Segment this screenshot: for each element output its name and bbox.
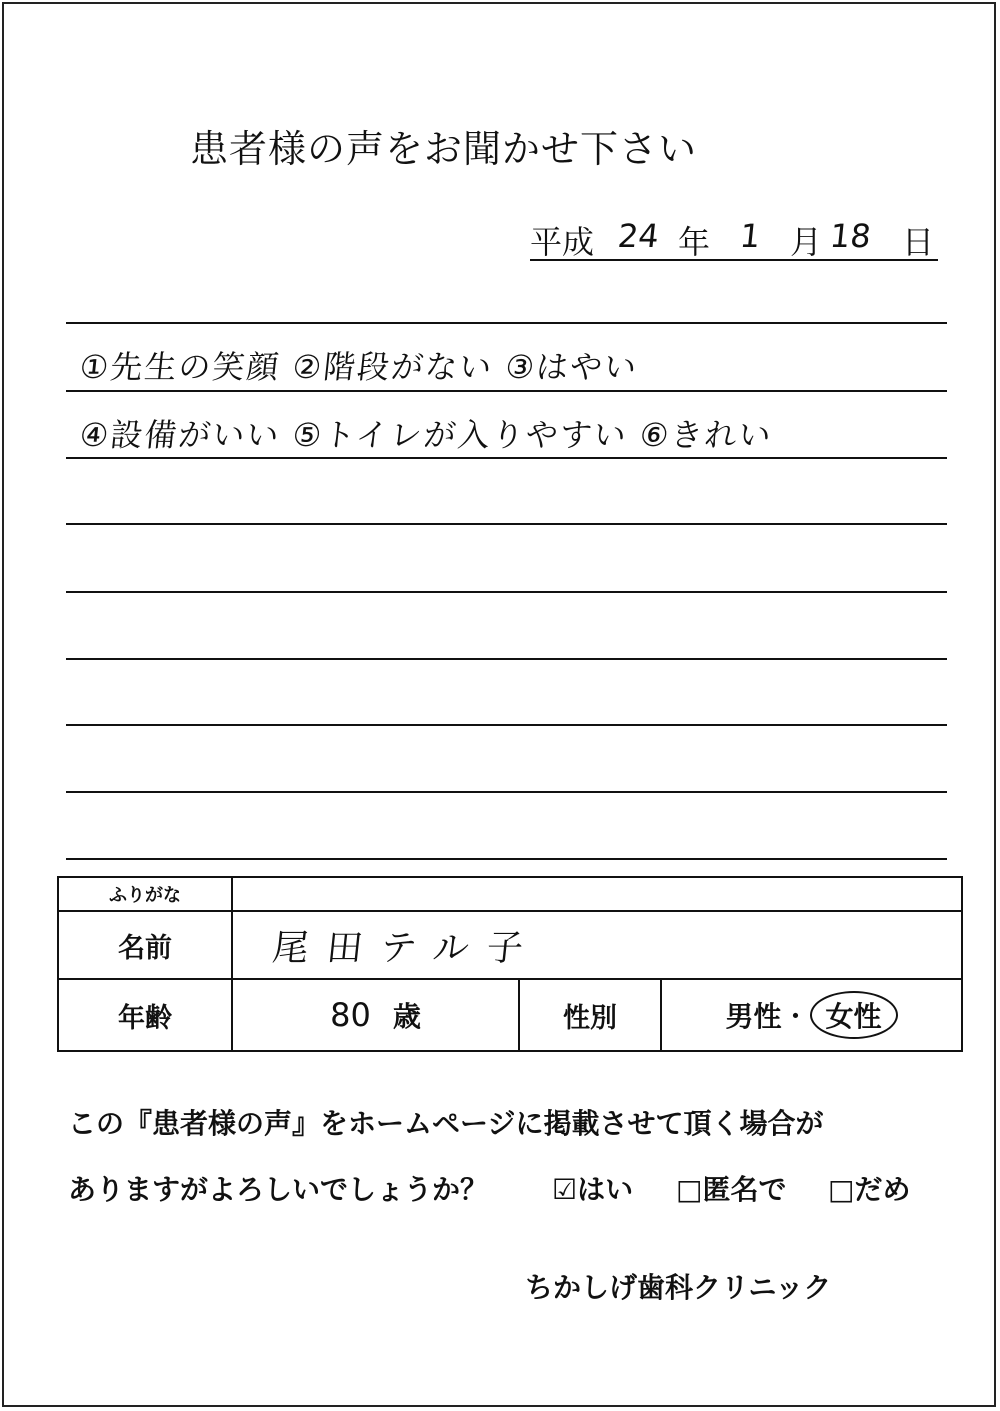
name-value: 尾田テル子 [228, 911, 965, 979]
date-day: 18 [828, 217, 873, 255]
patient-info-table [57, 876, 963, 1052]
date-month-unit: 月 [790, 223, 823, 261]
consent-option-anonymous: □匿名で [676, 1173, 787, 1206]
consent-question-line-1: この『患者様の声』をホームページに掲載させて頂く場合が [68, 1107, 824, 1140]
name-label: 名前 [58, 911, 232, 979]
furigana-label: ふりがな [58, 877, 232, 911]
age-cell [232, 979, 519, 1051]
date-month: 1 [738, 217, 763, 255]
date-year: 24 [616, 217, 661, 255]
comment-rule-3 [66, 457, 947, 459]
consent-option-yes: ☑はい [552, 1173, 634, 1206]
date-year-unit: 年 [678, 223, 711, 261]
comment-line-1: ①先生の笑顔 ②階段がない ③はやい [77, 348, 641, 386]
comment-rule-2 [66, 390, 947, 392]
comment-rule-4 [66, 523, 947, 525]
age-value: 80 [330, 996, 371, 1034]
comment-rule-1 [66, 322, 947, 324]
gender-male: 男性 [725, 1000, 782, 1033]
comment-rule-9 [66, 858, 947, 860]
age-label: 年齢 [58, 979, 232, 1051]
comment-line-2: ④設備がいい ⑤トイレが入りやすい ⑥きれい [77, 416, 775, 454]
clinic-name: ちかしげ歯科クリニック [525, 1271, 832, 1304]
comment-rule-5 [66, 591, 947, 593]
consent-question-line-2: ありますがよろしいでしょうか？ [68, 1173, 489, 1206]
gender-label: 性別 [519, 979, 661, 1051]
date-field [530, 215, 938, 261]
date-day-unit: 日 [902, 223, 935, 261]
consent-option-no: □だめ [828, 1173, 911, 1206]
age-unit: 歳 [392, 1000, 421, 1033]
comment-rule-6 [66, 658, 947, 660]
furigana-value [232, 877, 962, 911]
gender-separator: ・ [781, 1000, 810, 1033]
gender-female-circled: 女性 [810, 991, 898, 1039]
comment-rule-8 [66, 791, 947, 793]
gender-cell [661, 979, 962, 1051]
comment-rule-7 [66, 724, 947, 726]
date-era: 平成 [530, 223, 595, 261]
page-title: 患者様の声をお聞かせ下さい [190, 127, 698, 171]
